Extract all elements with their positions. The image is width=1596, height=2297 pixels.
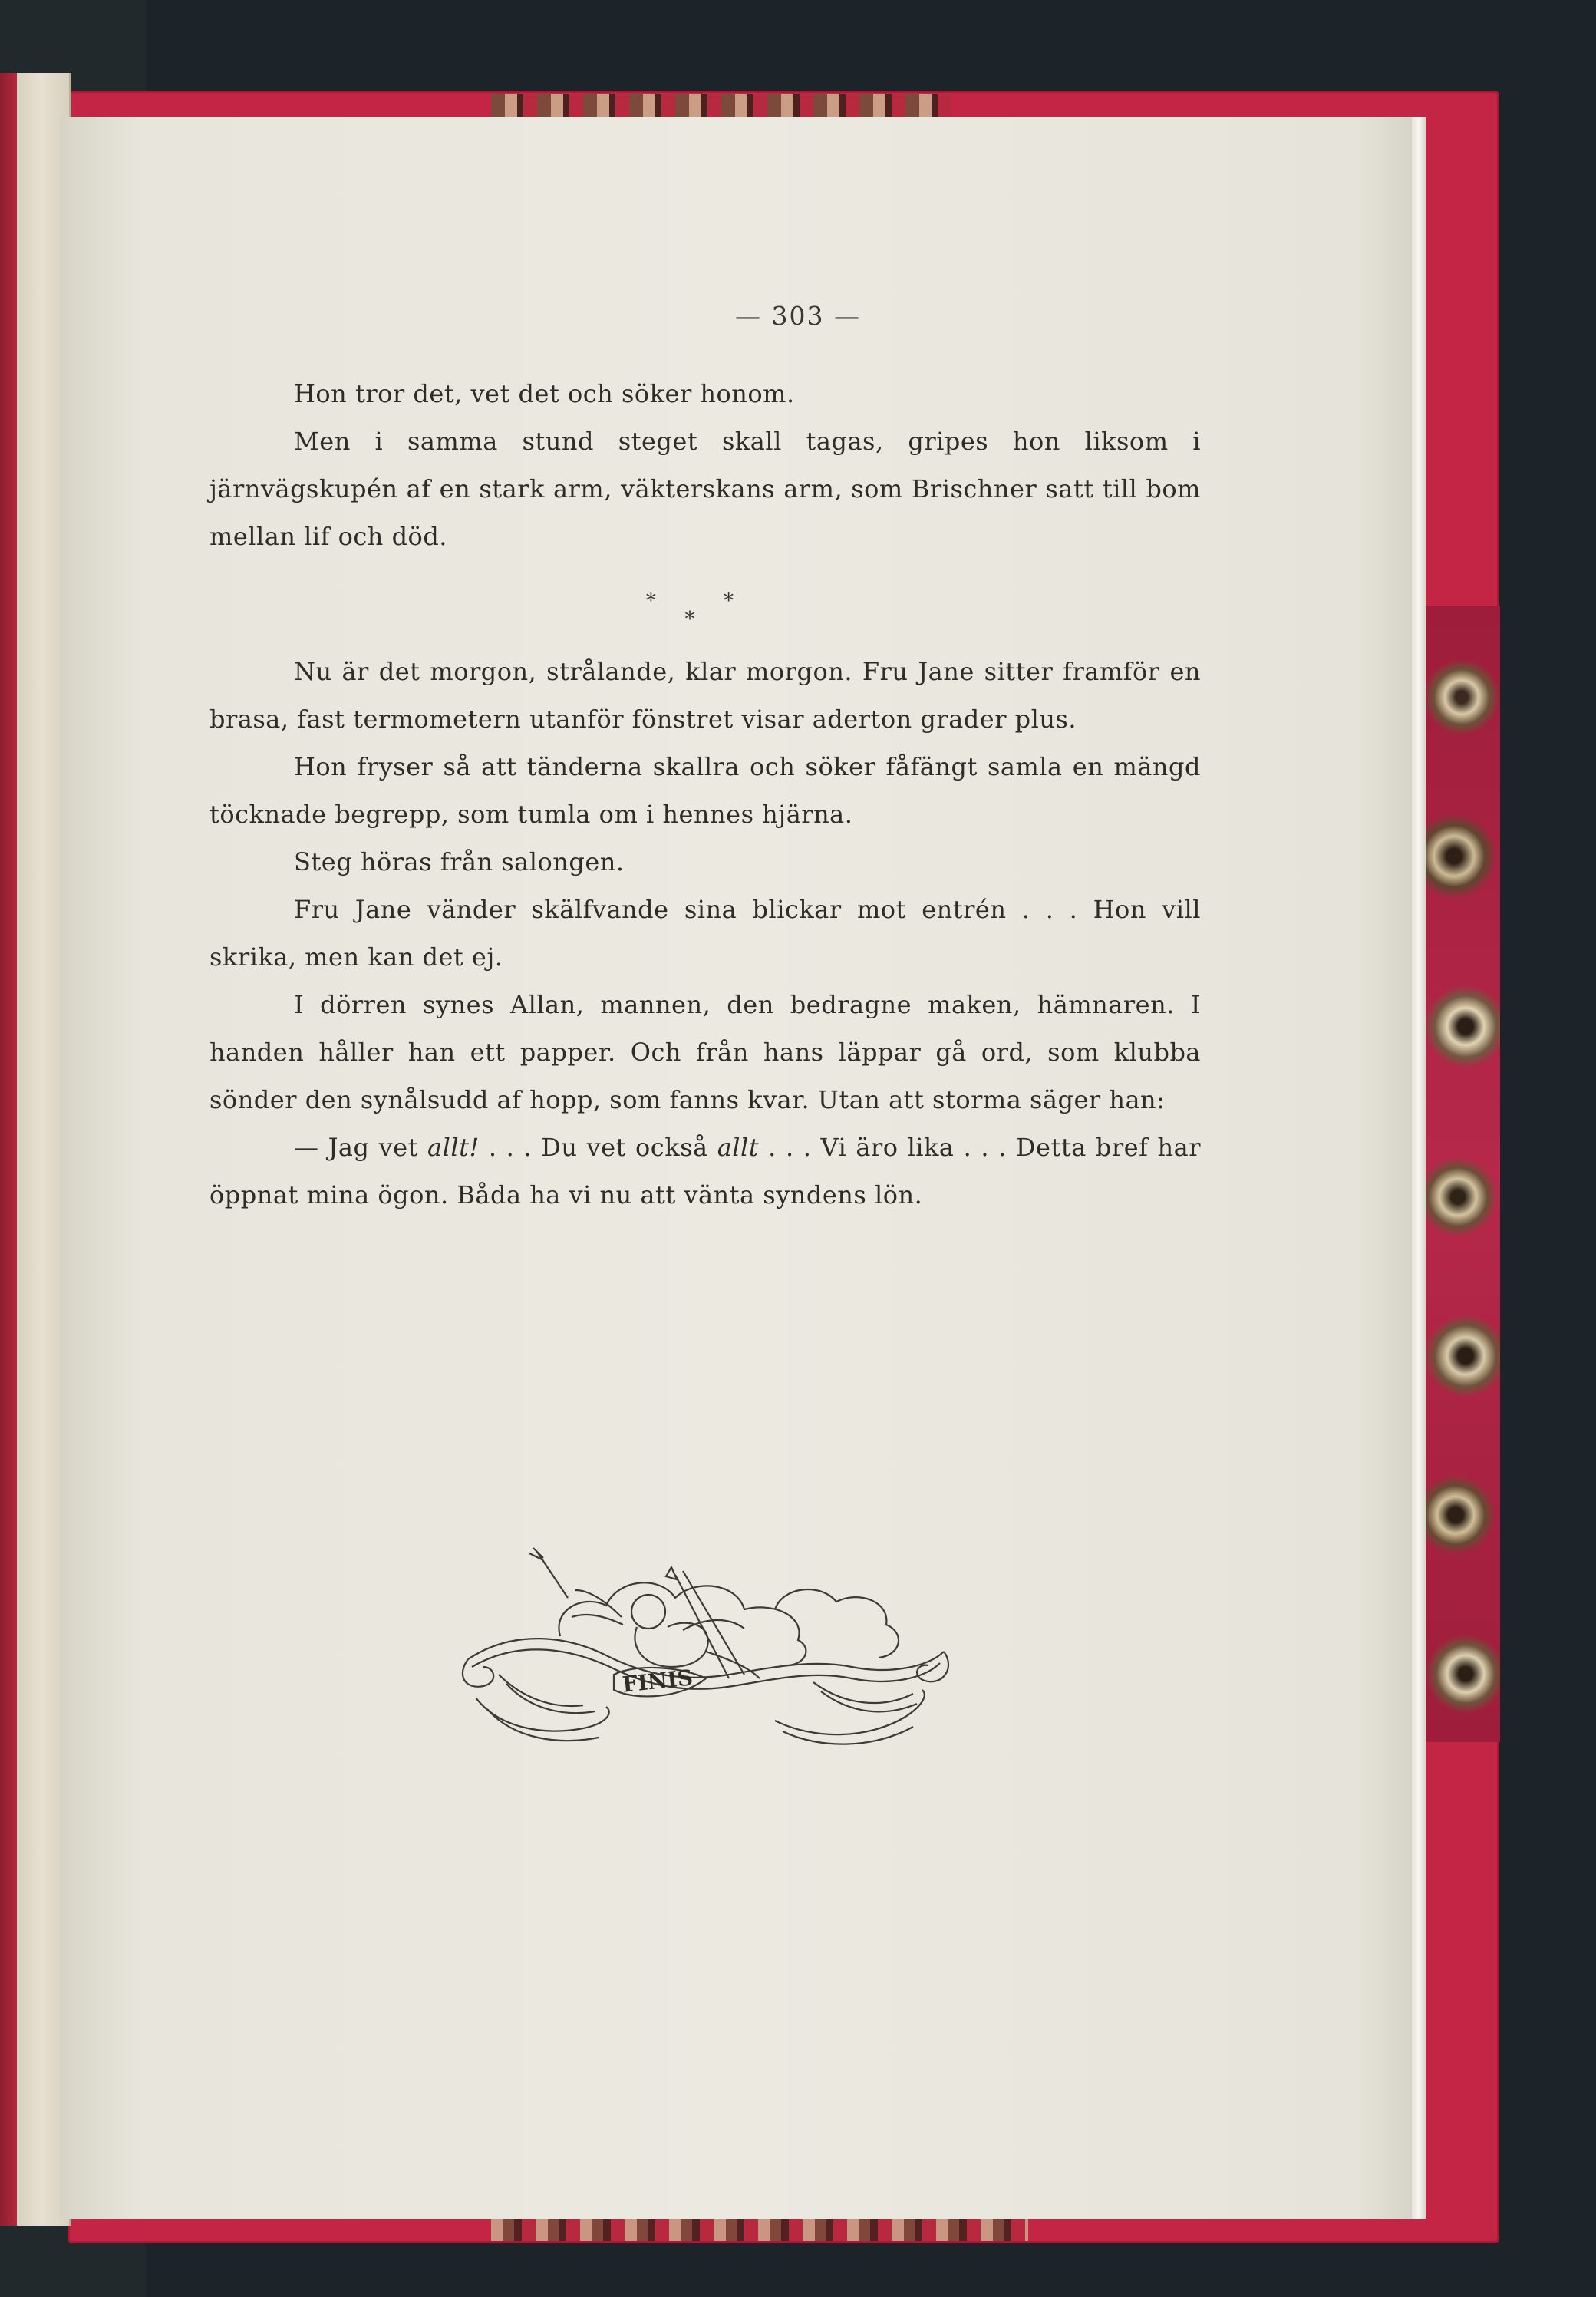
page-number: — 303 — [735, 301, 861, 331]
marbled-endpaper-bottom [491, 2218, 1028, 2241]
dialogue-paragraph [209, 1124, 1201, 1219]
finis-label: FINIS [621, 1665, 694, 1698]
marbled-endpaper-right [1423, 606, 1500, 1742]
dialogue-text: . . . Vi äro lika . . . Detta bref har öppnat mina ögon. Båda ha vi nu att vänta syndens lön. [209, 1133, 1202, 1210]
page-edge [1412, 117, 1426, 2219]
paragraph: Hon fryser så att tänderna skallra och söker fåfängt samla en mängd töcknade begrepp, som tumla om i hennes hjärna. [209, 752, 1201, 829]
paragraph: Men i samma stund steget skall tagas, gripes hon liksom i järnvägskupén af en stark arm, väkterskans arm, som Brischner satt till bom mellan lif och död. [209, 427, 1201, 551]
dialogue-text: — Jag vet [294, 1133, 428, 1162]
paragraph: I dörren synes Allan, mannen, den bedragne maken, hämnaren. I handen håller han ett papper. Och från hans läppar gå ord, som klubba sönder den synålsudd af hopp, som fanns kvar. Utan att storma säger han: [209, 990, 1201, 1114]
dialogue-text: . . . Du vet också [479, 1133, 717, 1162]
asterism-separator [209, 589, 1201, 631]
dialogue-emphasis: allt [717, 1133, 760, 1162]
page-body [209, 370, 1201, 1219]
asterism-top: * * [645, 589, 765, 612]
dialogue-emphasis: allt! [427, 1133, 480, 1162]
paragraph: Hon tror det, vet det och söker honom. [294, 379, 795, 408]
asterism-bottom: * [684, 608, 726, 631]
left-cover-edge [0, 73, 17, 2226]
paragraph: Steg höras från salongen. [294, 847, 625, 876]
paragraph: Nu är det morgon, strålande, klar morgon. Fru Jane sitter framför en brasa, fast termometern utanför fönstret visar aderton grader plus. [209, 657, 1201, 734]
paragraph: Fru Jane vänder skälfvande sina blickar mot entrén . . . Hon vill skrika, men kan det ej. [209, 895, 1201, 972]
finis-vignette [453, 1544, 951, 1759]
